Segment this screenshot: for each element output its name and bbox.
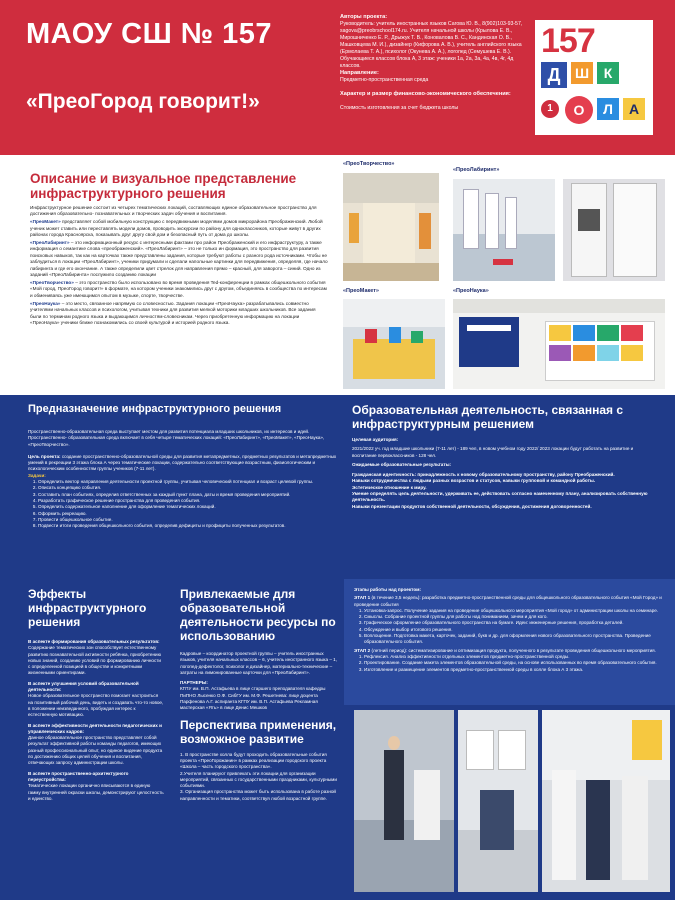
effect-text: Данное образовательное пространство представляет собой результат эффективной работы команды педагогов, имеющих разный профессиональный опыт, но единое видение продукта по достижению общих целей обучения и воспитания, отвечающих запросу администрации школы. <box>28 735 163 766</box>
stages-section <box>344 579 675 705</box>
stage1-item: 5. Воплощение. Подготовка макета, карточек, заданий, букв и др. для оформления нового образовательного пространства. Проведение образовательного события. <box>364 633 665 646</box>
stage1-item: 4. Обсуждение и выбор итогового решения. <box>364 627 665 633</box>
result-item: Навыки презентации продуктов собственной деятельности, обсуждения, достижения договоренностей. <box>352 503 592 509</box>
prospect-item: 2.Учителя планируют привлекать эти локации для организации мероприятий, связанных с государственными праздниками, культурными событиями. <box>180 770 337 789</box>
task-item: 2. Описать концепцию события. <box>38 485 338 491</box>
goal-block <box>28 454 338 473</box>
purpose-section <box>28 403 338 529</box>
logo-letter-2: К <box>597 62 619 84</box>
stages-label: Этапы работы над проектом: <box>354 587 422 592</box>
logo-number: 157 <box>541 22 595 60</box>
prospect-item: 3. Организация пространства может быть использована в работе разной направленности и тематики, соответствуя любой возрастной группе. <box>180 789 336 801</box>
direction-label: Направление: <box>340 70 379 76</box>
audience-text: 2021/2022 уч. год младшие школьники (7-11 лет) - 189 чел, в новом учебном году 2022/ 2023 локации будут работать на развитие и воспитание первоклассников - 128 чел. <box>352 446 634 458</box>
p1-bold: «ПреоМакет» <box>30 219 61 225</box>
effect-head: В аспекте улучшения условий образовательной деятельности: <box>28 680 139 693</box>
effect-text: Тематические локации органично вписываются в единую гамму внутренней окраски школы, демонстрируют целостность и единство. <box>28 783 164 801</box>
task-item: 4. Разработать графическое решение пространства для проведения события. <box>38 498 338 504</box>
task-item: 1. Определить вектор направления деятельности проектной группы, учитывая человеческий потенциал и возраст целевой группы. <box>38 479 338 485</box>
description-intro: Инфраструктурное решение состоит из четырех тематических локаций, составляющих единое образовательное пространство для достижения образовательно- познавательных и творческих задач обучения и воспитания. <box>30 205 317 217</box>
stage2-label: ЭТАП 2 <box>354 647 371 653</box>
edu-title: Образовательная деятельность, связанная с инфраструктурным решением <box>352 403 624 431</box>
authors-text: Руководитель: учитель иностранных языков Сагова Ю. В., 8(902)103-93-57, sagova@preobrschool174.ru. Учителя начальной школы (Крылова Е. В., Мирошниченко Е. Р., Дрыжук Т. В., Коновалова В. С., Кандинская О. В., Машковцева М. И.), дизайнер (Кифорова А. В.), учитель английского языка (Ермолаева Т. А.), психолог (Окунева А. А.), логопед (Семушева Е. В.). Обучающиеся классов блока А, 3 этаж: ученики 1а, 2а, 3а, 4а, 4в, 4г, 4д классов. <box>340 21 523 69</box>
logo-letter-5: А <box>623 98 645 120</box>
p3-text: – это пространство было использовано во время проведения Ted-конференции в рамках общешкольного события «Мой город, ПреоГород говорит!» в формате, на котором ученики знакомились друг с другом, объединяясь в сообщества по интересам и обмениваясь уже имеющимся опытом в музыке, спорте, творчестве. <box>30 279 327 298</box>
logo-letter-4: Л <box>597 98 619 120</box>
blue-section <box>0 395 675 900</box>
description-title: Описание и визуальное представление инфраструктурного решения <box>30 171 297 201</box>
finance-text: Стоимость изготовления за счет бюджета школы <box>340 105 459 111</box>
photo-label-creativity: «ПреоТворчество» <box>343 161 395 167</box>
finance-label: Характер и размер финансово-экономического обеспечения: <box>340 91 511 97</box>
result-item: Гражданская идентичность: принадлежность к новому образовательному пространству, району Преображенский. <box>352 472 615 478</box>
partners-label: ПАРТНЕРЫ: <box>180 680 208 686</box>
direction-text: Предметно-пространственная среда <box>340 77 429 83</box>
stage1-item: 2. Смыслы. Собрание проектной группы для работы над пониманием, зачем и для кого. <box>364 614 665 620</box>
project-title: «ПреоГород говорит!» <box>26 90 260 113</box>
task-item: 8. Подвести итоги проведения общешкольного события, определив дефициты и профициты полученных результатов. <box>38 523 338 529</box>
stage2-item: 2. Проектирование. Создание макета элементов образовательной среды, на основе использованных во время образовательного события. <box>364 660 665 666</box>
purpose-text: Пространственно-образовательная среда выступает местом для развития потенциала младших школьников, их интересов и идей. Пространственно- образовательная среда включает в себя четыре тематических локаций: «ПреоЛабиринт», «ПреоМакет», «ПреоНаука», «ПреоТворчество». <box>28 429 325 447</box>
task-item: 6. Оформить рекреацию. <box>38 511 338 517</box>
stage2-text: (летний период): систематизирование и оптимизация продукта, полученного в результате проведения общешкольного мероприятия. <box>370 647 656 653</box>
purpose-title: Предназначение инфраструктурного решения <box>28 403 282 415</box>
stage1-label: ЭТАП 1 <box>354 595 371 601</box>
goal-label: Цель проекта: <box>28 453 61 459</box>
edu-section <box>352 403 652 510</box>
tasks-list <box>28 479 338 529</box>
photo-students-3 <box>542 710 670 892</box>
photo-creativity <box>343 173 439 281</box>
result-item: Эстетическое отношение к миру. <box>352 484 427 490</box>
description-section <box>0 155 675 395</box>
photo-labyrinth-2 <box>563 179 665 281</box>
effect-text: Содержание тематических зон способствует естественному развитию познавательной активности ребёнка, приобретению новых знаний, созданию условий по формированию личности с определенной позицией в обществе и конкретными жизненными ориентирами. <box>28 645 162 676</box>
stage1-item: 1. Установка-запрос. Получение задания на проведение общешкольного мероприятия «Мой город» от администрации школы на семинаре. <box>364 608 665 614</box>
p1-text: представляет собой мобильную конструкцию с передвижными моделями домов микрорайона Преображенский. Любой ученик может ставить или переставлять модели домов, проводить экскурсии по району для одноклассников, которые живут в других районах города Красноярска, показывать друг другу свой дом и безопасный путь от дома до школы. <box>30 219 323 238</box>
photo-science <box>453 299 665 389</box>
p4-text: – это место, связанное напрямую со словесностью. Задания локации «ПреоНаука» разрабатывались совместно учителями начальных классов и психологом, учитывая техники для развития мелкой моторики младших школьников. Все задания были по терминам родного языка и выдающимся личностям-словесникам. Через приобретенную информацию на локации «ПреоНаука» ученики ближе познакомились со своей культурой и историей родного языка. <box>30 300 316 325</box>
partners-text: КГПУ им. В.П. Астафьева в лице старшего преподавателя кафедры ПиПНО Лысенко О.Ф. СибГУ им. М.Ф. Решетнева: лице доцента Парфенова А.Г. аспиранта КГПУ им. В.П. Астафьева Рекламная мастерская «Ять» в лице Денис Мешков <box>180 686 326 711</box>
resources-title: Привлекаемые для образовательной деятельности ресурсы по использованию <box>180 587 336 643</box>
stage1-text: (в течение 3,5 недель): разработка предметно-пространственной среды для общешкольного образовательного события «Мой Город» и проведение события <box>354 595 662 607</box>
task-item: 7. Провести общешкольное событие. <box>38 517 338 523</box>
school-logo <box>535 20 653 135</box>
photo-label-science: «ПреоНаука» <box>453 288 489 294</box>
audience-label: Целевая аудитория: <box>352 437 399 442</box>
resources-section <box>180 587 338 802</box>
stage1-item: 3. Графическое оформление образовательного пространства на бумаге. Идеи: инженерные решения, проработка деталей. <box>364 620 665 626</box>
p2-text: – это информационный ресурс с интересными фактами про район Преображенский и его инфраструктуру, а также информация о семантике слова «преображенский». «ПреоЛабиринт» – это не только ин формация, это пространство для развития поисковых навыков, так как на карточках также представлены задания, которые требуют работы с разного рода источниками. Чтобы не заблудиться в локации «ПреоЛабиринт», ученики придумали и сделали напольные картинки для передвижения, определяя, где начало лабиринта и где его окончание. А также определили цвет стрелок для направления прямо – красный, для заворота – синий. Одно из заданий «ПреоЛабиринта» послужило созданию локации <box>30 240 328 278</box>
logo-digit: 1 <box>541 100 559 118</box>
effect-text: Новое образовательное пространство помогает настроиться на позитивный рабочий день, видеть и создавать что-то новое, в положении неизведанного, пробуждая интерес к естественную мотивацию. <box>28 693 164 718</box>
school-name: МАОУ СШ № 157 <box>26 18 273 50</box>
photo-students-1 <box>354 710 454 892</box>
effects-title: Эффекты инфраструктурного решения <box>28 587 147 629</box>
prospect-title: Перспектива применения, возможное развитие <box>180 717 337 746</box>
stage2-item: 1. Рефлексия. Анализ эффективности отдельных элементов предметно-пространственной среды. <box>364 654 665 660</box>
effect-head: В аспекте пространственно-архитектурного переустройства: <box>28 770 129 782</box>
stage2-list <box>354 654 665 673</box>
photo-students-2 <box>458 710 538 892</box>
logo-letter-3: О <box>565 96 593 124</box>
results-label: Ожидаемые образовательные результаты: <box>352 461 452 467</box>
authors-label: Авторы проекта: <box>340 14 388 20</box>
logo-letter-d: Д <box>541 62 567 88</box>
logo-letter-1: Ш <box>571 62 593 84</box>
goal-text: создание пространственно-образовательной среды для развития метапредметных, предметных результатов и метапредметных умений в рекреации 3 этажа блока А через тематические локации, содержательно соответствующие возрастным, физиологическим и психологическим особенностям группы учеников (7-11 лет). <box>28 453 337 472</box>
tasks-label: Задачи: <box>28 472 46 478</box>
result-item: Навыки сотрудничества с людьми разных возрастов и статусов, навыки групповой и командной работы. <box>352 478 596 484</box>
header <box>0 0 675 155</box>
description-text <box>30 205 328 328</box>
task-item: 3. Составить план событиях, определив ответственных за каждый пункт плана, даты и время проведения мероприятий. <box>38 492 338 498</box>
photo-maket <box>343 299 445 389</box>
effects-section <box>28 587 164 802</box>
effect-head: В аспекте формирования образовательных результатов: <box>28 639 160 644</box>
stage2-item: 3. Изготовление и размещение элементов предметно-пространственной среды в холле блока А 3 этажа. <box>364 667 665 673</box>
task-item: 5. Определить содержательное наполнение для оформление тематических локаций. <box>38 504 338 510</box>
p4-bold: «ПреоНаука» <box>30 300 61 306</box>
photo-label-maket: «ПреоМакет» <box>343 288 379 294</box>
resources-text: Кадровые – координатор проектной группы – учитель иностранных языков, учителя начальных классов – 6, учитель иностранного языка – 1, логопед-дефектолог, психолог и дизайнер, материально-технические – затраты на лимонированные карточки для «ПреоЛабиринт». <box>180 651 337 675</box>
p2-bold: «ПреоЛабиринт» <box>30 240 70 246</box>
stage1-list <box>354 608 665 646</box>
result-item: Умение определять цель деятельности, удерживать ее, действовать согласно намеченному плану, анализировать собственную деятельность. <box>352 491 648 503</box>
photo-labyrinth-1 <box>453 179 555 281</box>
effect-head: В аспекте эффективности деятельности педагогических и управленческих кадров: <box>28 722 162 734</box>
p3-bold: «ПреоТворчество» <box>30 279 74 285</box>
prospect-item: 1. В пространстве холла будут проходить образовательные события проекта «ПреоГорожанин» в рамках реализации городского проекта «Школа – часть городского пространства». <box>180 751 327 770</box>
photo-label-labyrinth: «ПреоЛабиринт» <box>453 167 500 173</box>
authors-block <box>340 14 530 112</box>
